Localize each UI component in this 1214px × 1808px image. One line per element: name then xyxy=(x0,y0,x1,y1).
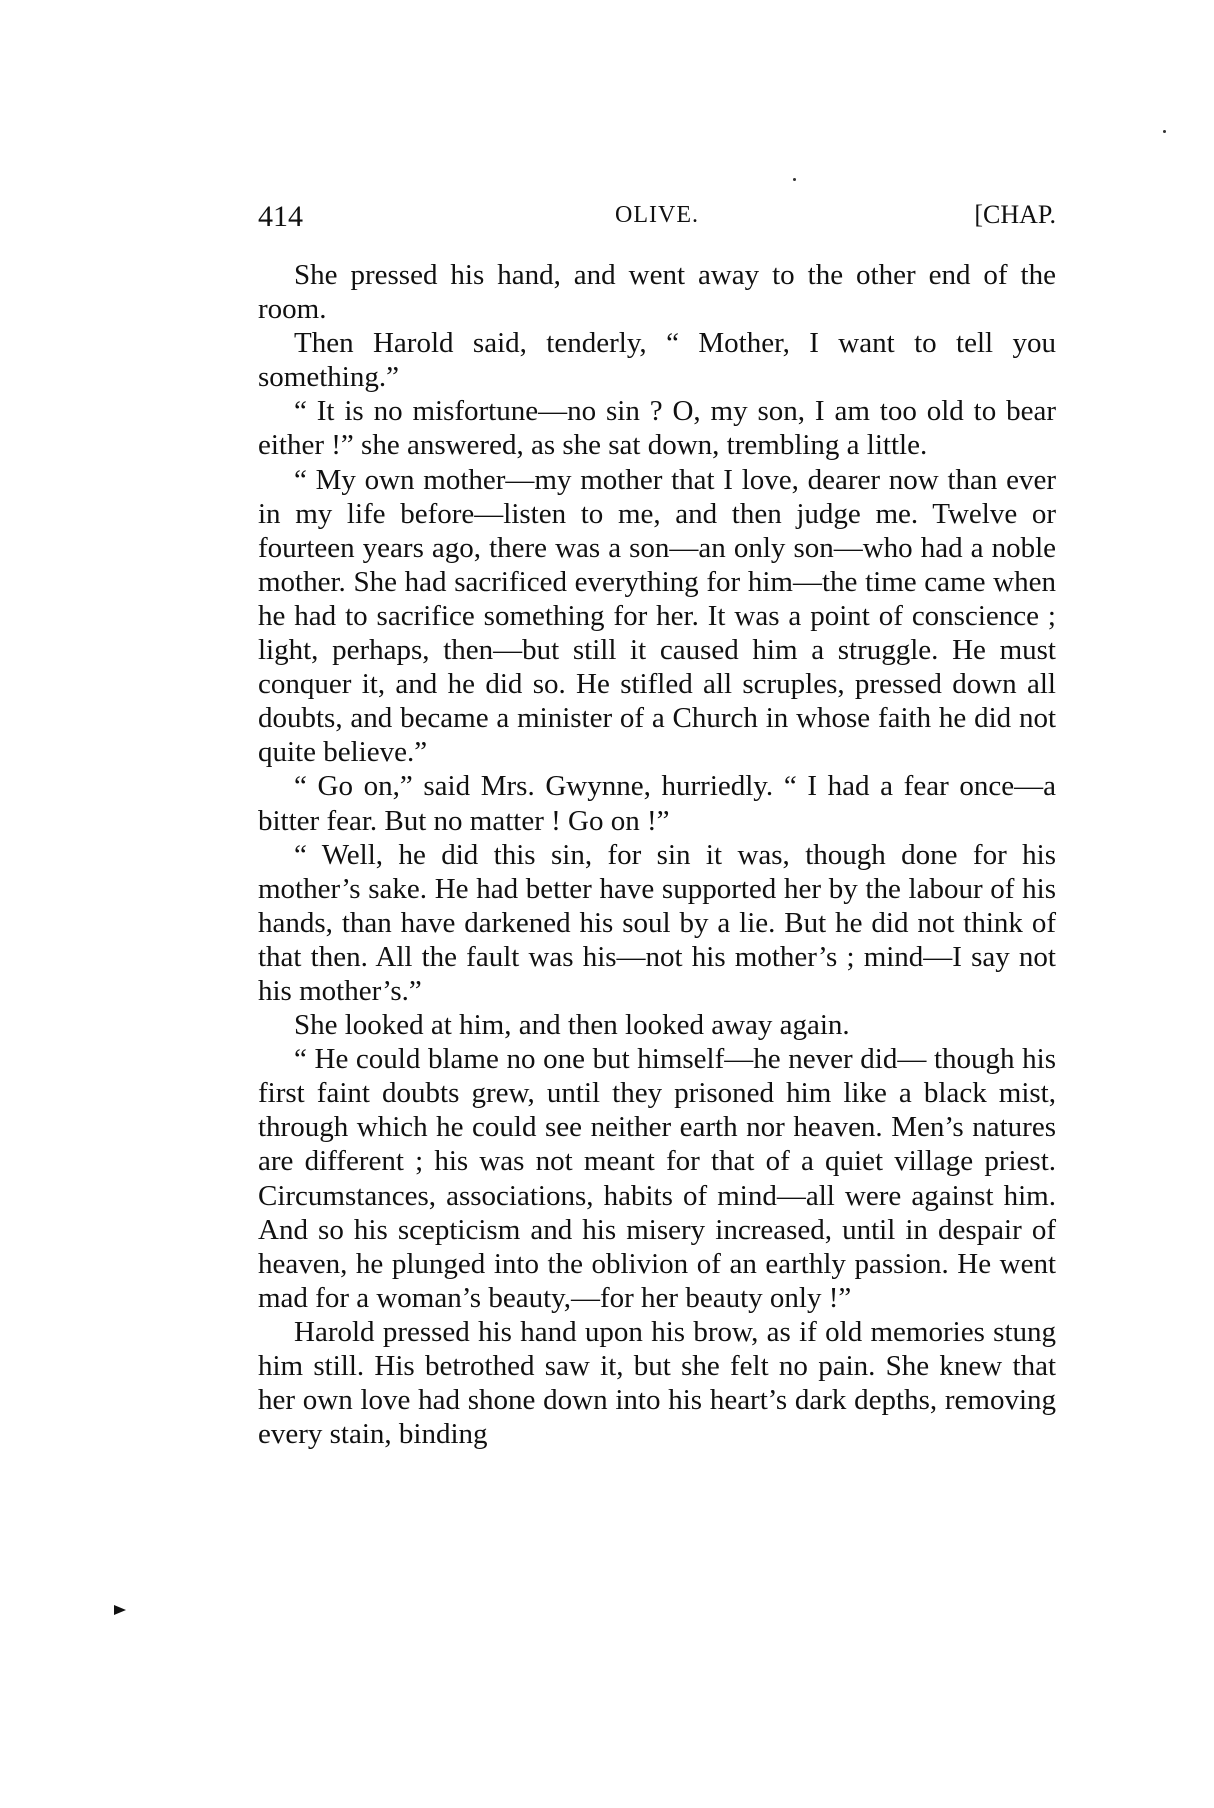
chapter-label: [CHAP. xyxy=(974,200,1056,229)
paragraph: “ Well, he did this sin, for sin it was, though done for his mother’s sake. He had better have supported her by the labour of his hands, than have darkened his soul by a lie. But he did not think of that then. All the fault was his—not his mother’s ; mind—I say not his mother’s.” xyxy=(258,838,1056,1007)
paragraph: She pressed his hand, and went away to the other end of the room. xyxy=(258,259,1056,326)
paragraph: Then Harold said, tenderly, “ Mother, I want to tell you something.” xyxy=(258,327,1056,394)
running-title: OLIVE. xyxy=(615,202,699,228)
scan-speck xyxy=(1163,130,1166,133)
scan-speck xyxy=(793,178,796,181)
page-header xyxy=(258,200,1056,240)
scan-mark-icon xyxy=(114,1605,126,1615)
paragraph: Harold pressed his hand upon his brow, as if old memories stung him still. His betrothed saw it, but she felt no pain. She knew that her own love had shone down into his heart’s dark depths, removing every stain, binding xyxy=(258,1315,1056,1451)
paragraph: She looked at him, and then looked away again. xyxy=(294,1009,850,1042)
page-number: 414 xyxy=(258,200,303,233)
paragraph: “ My own mother—my mother that I love, dearer now than ever in my life before—listen to me, and then judge me. Twelve or fourteen years ago, there was a son—an only son—who had a noble mother. She had sacrificed everything for him—the time came when he had to sacrifice something for her. It was a point of conscience ; light, perhaps, then—but still it caused him a struggle. He must conquer it, and he did so. He stifled all scruples, pressed down all doubts, and became a minister of a Church in whose faith he did not quite believe.” xyxy=(258,463,1056,769)
paragraph: “ It is no misfortune—no sin ? O, my son, I am too old to bear either !” she answered, as she sat down, trembling a little. xyxy=(258,395,1056,462)
body-text xyxy=(258,258,1056,1451)
paragraph: “ He could blame no one but himself—he never did— though his first faint doubts grew, until they prisoned him like a black mist, through which he could see neither earth nor heaven. Men’s natures are different ; his was not meant for that of a quiet village priest. Circumstances, associations, habits of mind—all were against him. And so his scepticism and his misery increased, until in despair of heaven, he plunged into the oblivion of an earthly passion. He went mad for a woman’s beauty,—for her beauty only !” xyxy=(258,1043,1056,1314)
paragraph: “ Go on,” said Mrs. Gwynne, hurriedly. “ I had a fear once—a bitter fear. But no matter ! Go on !” xyxy=(258,770,1056,837)
